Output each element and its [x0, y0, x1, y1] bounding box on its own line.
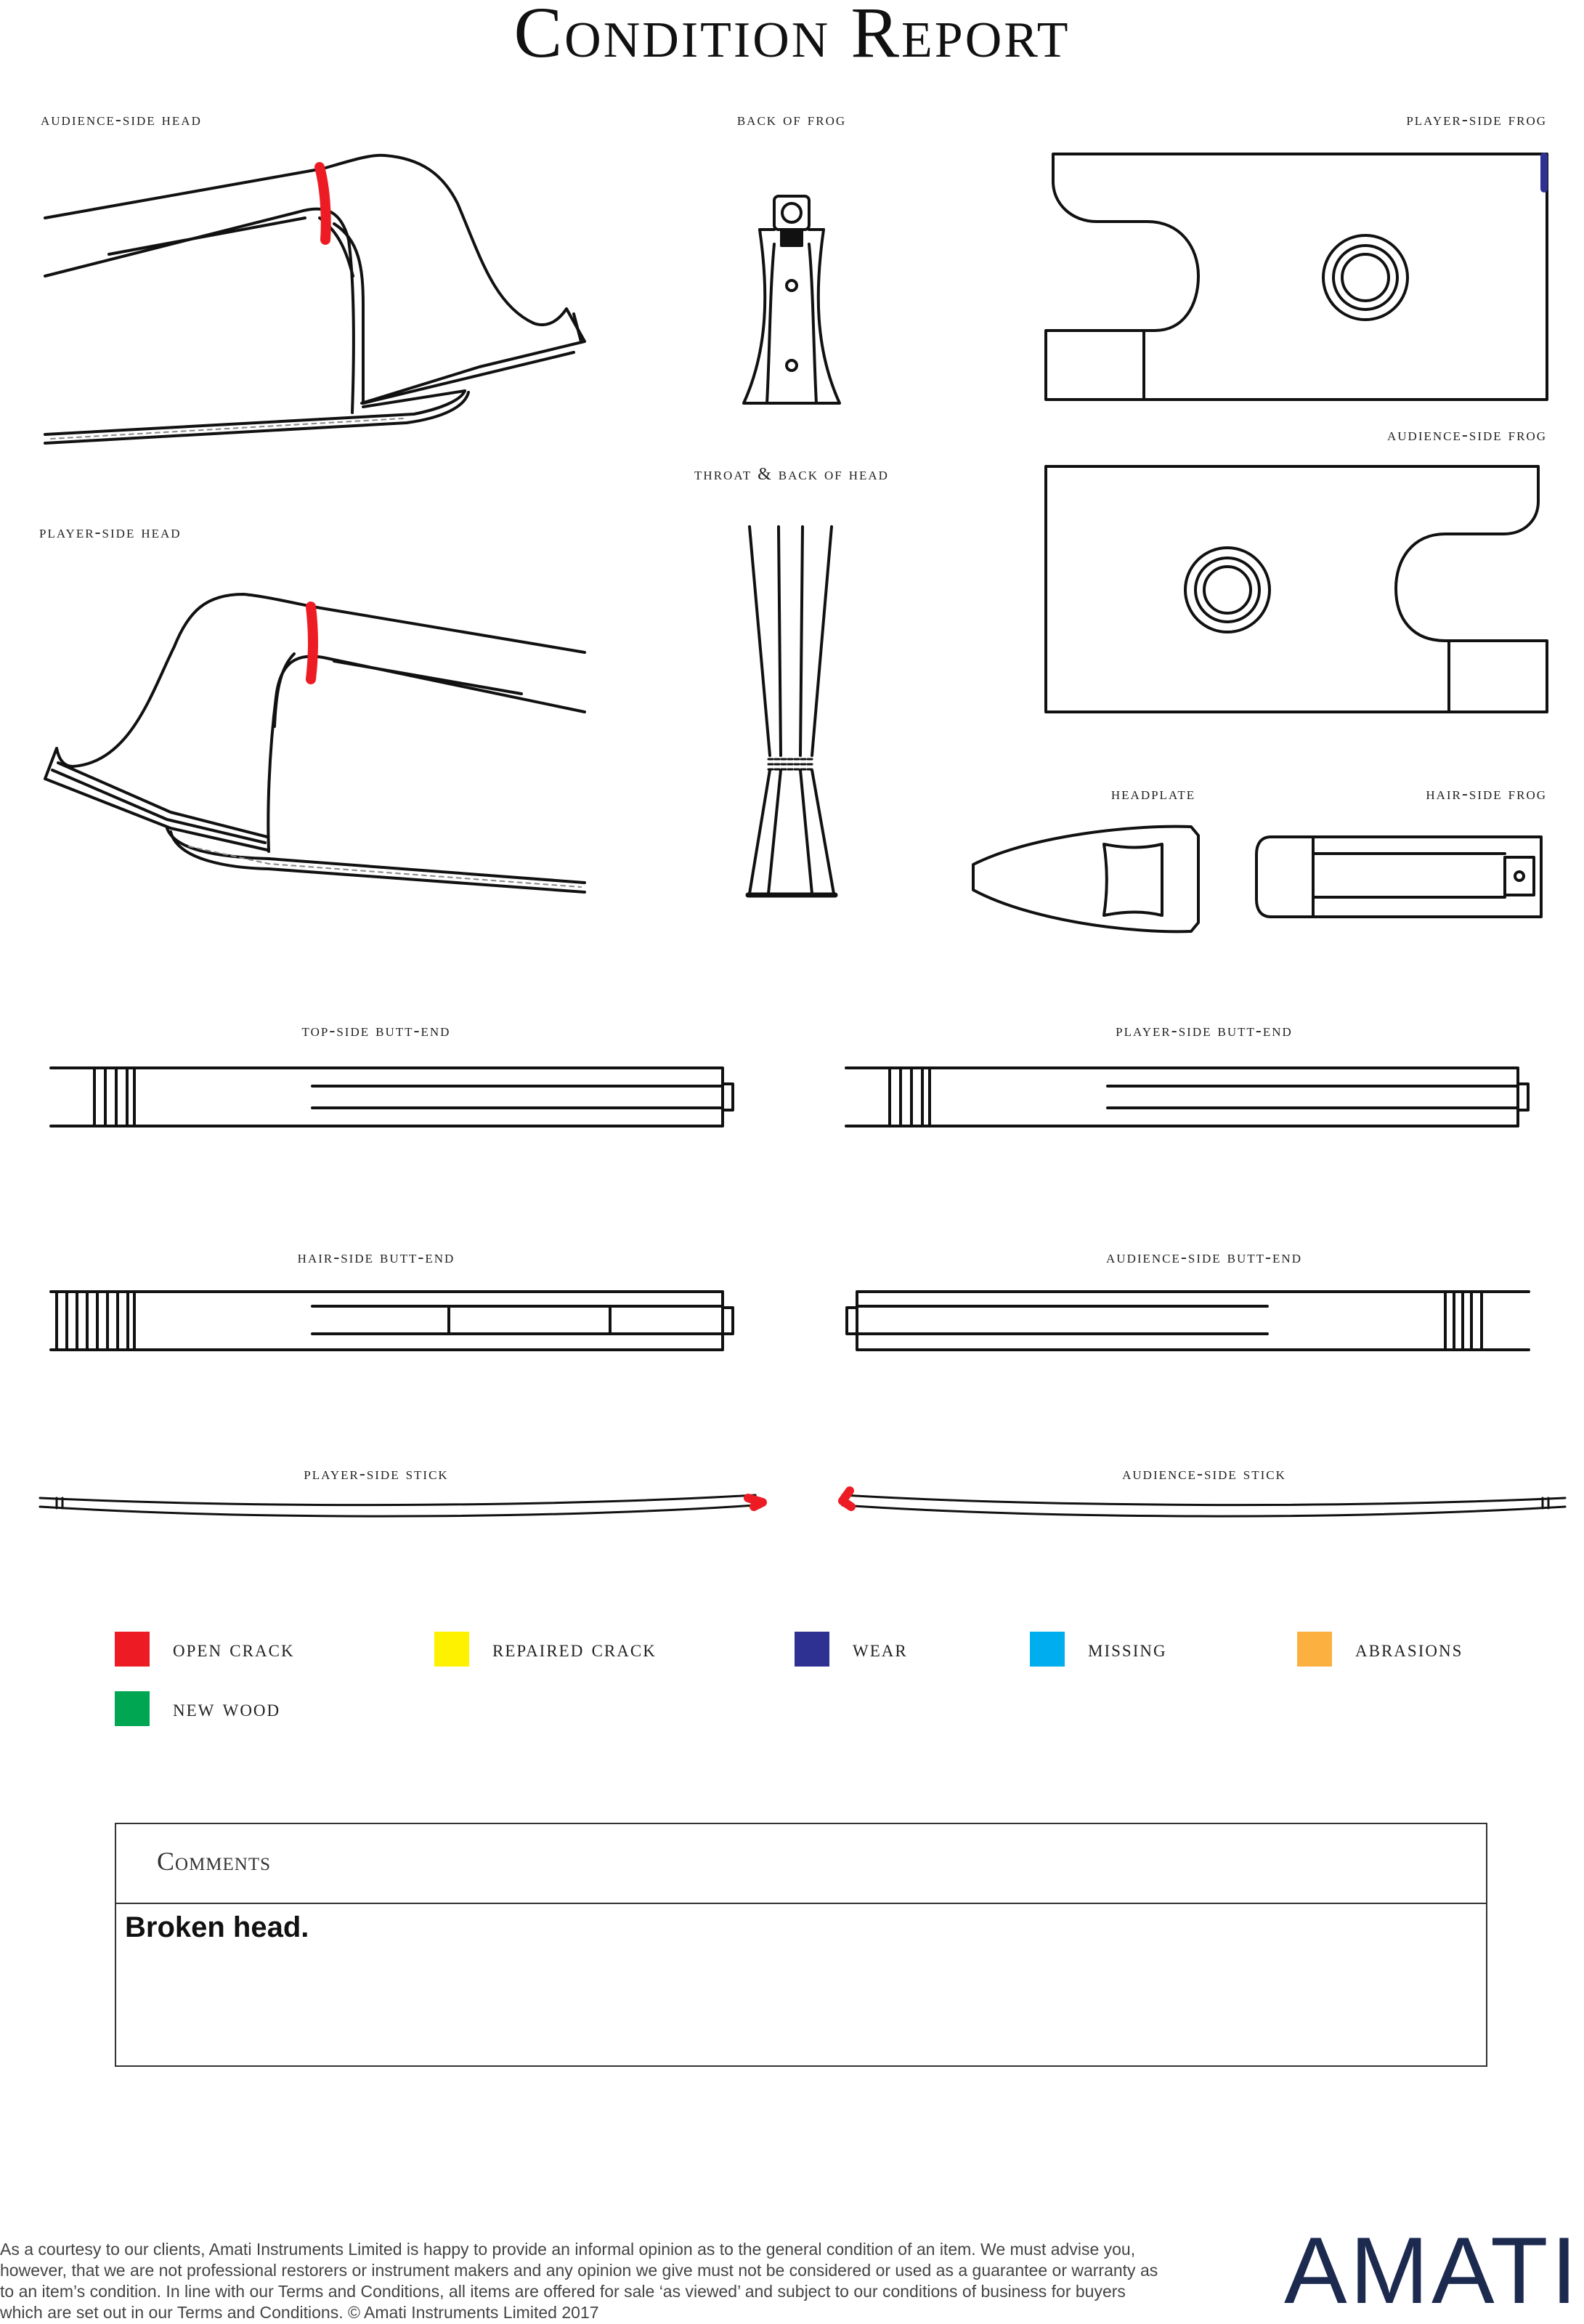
open-crack-mark: [311, 607, 313, 679]
label-player-side-head: player-side head: [39, 523, 182, 542]
hair-side-butt-end-drawing: [51, 1292, 733, 1350]
comments-box: [115, 1823, 1487, 2067]
headplate-drawing: [973, 827, 1198, 932]
top-side-butt-end-drawing: [51, 1068, 733, 1126]
legend-label: missing: [1088, 1636, 1167, 1662]
amati-logo: AMATI: [1284, 2217, 1580, 2323]
label-top-side-butt-end: top-side butt-end: [301, 1021, 451, 1040]
legend-label: open crack: [173, 1636, 295, 1662]
hair-side-frog-drawing: [1256, 837, 1541, 917]
legend-swatch: [1297, 1632, 1332, 1667]
open-crack-mark: [748, 1498, 763, 1507]
player-side-stick-drawing: [40, 1495, 763, 1516]
player-side-butt-end-drawing: [846, 1068, 1528, 1126]
back-of-frog-drawing: [744, 196, 840, 403]
label-hair-side-butt-end: hair-side butt-end: [297, 1248, 455, 1267]
label-headplate: headplate: [1110, 785, 1196, 803]
label-player-side-frog: player-side frog: [1406, 110, 1547, 129]
legend-swatch: [1030, 1632, 1065, 1667]
legend-label: repaired crack: [492, 1636, 657, 1662]
audience-side-frog-drawing: [1046, 466, 1547, 712]
comments-text: Broken head.: [125, 1911, 309, 1943]
open-crack-mark: [320, 167, 326, 240]
label-hair-side-frog: hair-side frog: [1426, 785, 1547, 803]
label-player-side-stick: player-side stick: [304, 1465, 449, 1483]
audience-side-butt-end-drawing: [847, 1292, 1529, 1350]
player-side-frog-drawing: [1046, 154, 1547, 400]
label-back-of-frog: back of frog: [736, 110, 847, 129]
legend-swatch: [434, 1632, 469, 1667]
legend-label: abrasions: [1355, 1636, 1463, 1662]
comments-title: Comments: [157, 1847, 272, 1876]
open-crack-mark: [842, 1491, 851, 1507]
label-audience-side-frog: audience-side frog: [1387, 426, 1547, 445]
label-player-side-butt-end: player-side butt-end: [1116, 1021, 1293, 1040]
comments-header: [116, 1824, 1486, 1904]
legend-swatch: [795, 1632, 829, 1667]
page-title: Condition Report: [513, 0, 1071, 73]
disclaimer-text: As a courtesy to our clients, Amati Instruments Limited is happy to provide an informal opinion as to the general condition of an item. We must advise you, however, that we are not professional restorers or instrument makers and any opinion we give must not be considered or used as a guarantee or warranty as to an item’s condition. In line with our Terms and Conditions, all items are offered for sale ‘as viewed’ and subject to our conditions of business for buyers which are set out in our Terms and Conditions. © Amati Instruments Limited 2017: [0, 2240, 1158, 2322]
legend-label: new wood: [173, 1696, 281, 1722]
throat-back-of-head-drawing: [748, 527, 835, 895]
audience-side-stick-drawing: [842, 1491, 1565, 1516]
label-throat-back-of-head: throat & back of head: [694, 465, 889, 484]
label-audience-side-butt-end: audience-side butt-end: [1106, 1248, 1302, 1267]
legend-label: wear: [853, 1636, 908, 1662]
legend-swatch: [115, 1691, 150, 1726]
legend-swatch: [115, 1632, 150, 1667]
player-side-head-drawing: [45, 594, 585, 892]
label-audience-side-head: audience-side head: [41, 110, 202, 129]
audience-side-head-drawing: [45, 155, 585, 443]
label-audience-side-stick: audience-side stick: [1122, 1465, 1286, 1483]
